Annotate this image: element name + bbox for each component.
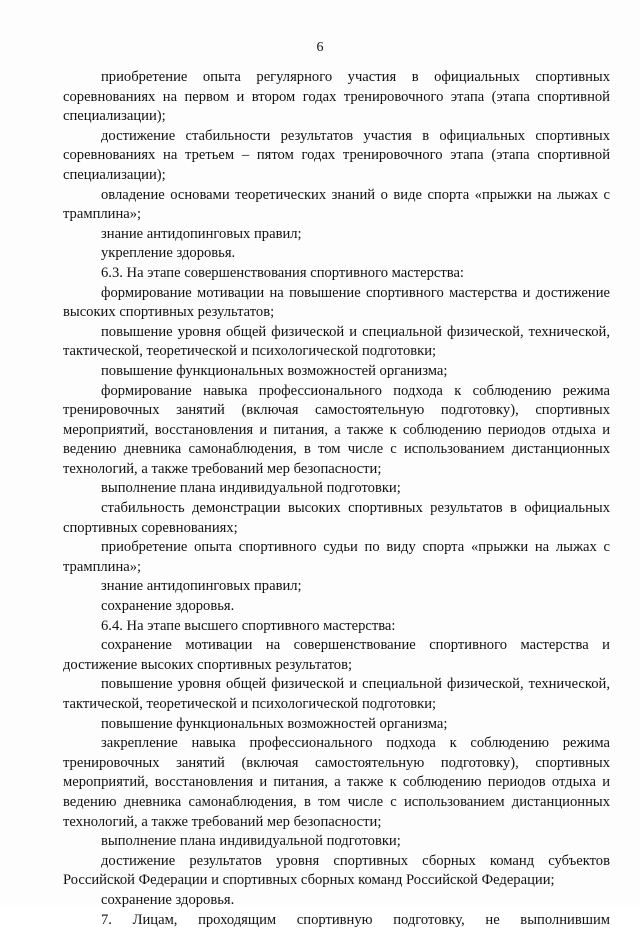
- paragraph: закрепление навыка профессионального подхода к соблюдению режима тренировочных занятий (включая самостоятельную подготовку), спортивных мероприятий, восстановления и питания, а также к соблюдению периодов отдыха и ведению дневника самонаблюдения, в том числе с использованием дистанционных технологий, а также требований мер безопасности;: [63, 735, 610, 830]
- paragraph: сохранение здоровья.: [101, 598, 235, 615]
- paragraph: выполнение плана индивидуальной подготовки;: [101, 480, 401, 497]
- paragraph: приобретение опыта спортивного судьи по виду спорта «прыжки на лыжах с трамплина»;: [63, 539, 610, 575]
- section-heading-6-3: 6.3. На этапе совершенствования спортивного мастерства:: [101, 264, 464, 281]
- paragraph: достижение результатов уровня спортивных сборных команд субъектов Российской Федерации и спортивных сборных команд Российской Федерации;: [63, 852, 610, 889]
- section-heading-7: 7. Лицам, проходящим спортивную подготовку, не выполнившим: [101, 911, 610, 928]
- paragraph: овладение основами теоретических знаний о виде спорта «прыжки на лыжах с трамплина»;: [63, 186, 610, 223]
- paragraph: формирование навыка профессионального подхода к соблюдению режима тренировочных занятий (включая самостоятельную подготовку), спортивных мероприятий, восстановления и питания, а также к соблюдению периодов отдыха и ведению дневника самонаблюдения, в том числе с использованием дистанционных технологий, а также требований мер безопасности;: [63, 382, 610, 477]
- paragraph: выполнение плана индивидуальной подготовки;: [101, 833, 401, 850]
- document-body: [63, 68, 610, 930]
- paragraph: повышение функциональных возможностей организма;: [101, 362, 448, 379]
- paragraph: сохранение мотивации на совершенствование спортивного мастерства и достижение высоких спортивных результатов;: [63, 637, 610, 673]
- paragraph: достижение стабильности результатов участия в официальных спортивных соревнованиях на третьем – пятом годах тренировочного этапа (этапа спортивной специализации);: [63, 127, 610, 183]
- paragraph: сохранение здоровья.: [101, 891, 235, 908]
- paragraph: стабильность демонстрации высоких спортивных результатов в официальных спортивных соревнованиях;: [63, 500, 610, 536]
- paragraph: знание антидопинговых правил;: [101, 578, 302, 595]
- page-number: 6: [316, 40, 324, 55]
- paragraph: укрепление здоровья.: [101, 245, 236, 262]
- paragraph: повышение уровня общей физической и специальной физической, технической, тактической, теоретической и психологической подготовки;: [63, 323, 610, 360]
- paragraph: повышение уровня общей физической и специальной физической, технической, тактической, теоретической и психологической подготовки;: [63, 676, 610, 712]
- paragraph: приобретение опыта регулярного участия в официальных спортивных соревнованиях на первом и втором годах тренировочного этапа (этапа спортивной специализации);: [63, 69, 610, 125]
- section-heading-6-4: 6.4. На этапе высшего спортивного мастерства:: [101, 617, 396, 634]
- paragraph: повышение функциональных возможностей организма;: [101, 715, 448, 732]
- paragraph: знание антидопинговых правил;: [101, 225, 302, 242]
- paragraph: формирование мотивации на повышение спортивного мастерства и достижение высоких спортивных результатов;: [63, 284, 610, 321]
